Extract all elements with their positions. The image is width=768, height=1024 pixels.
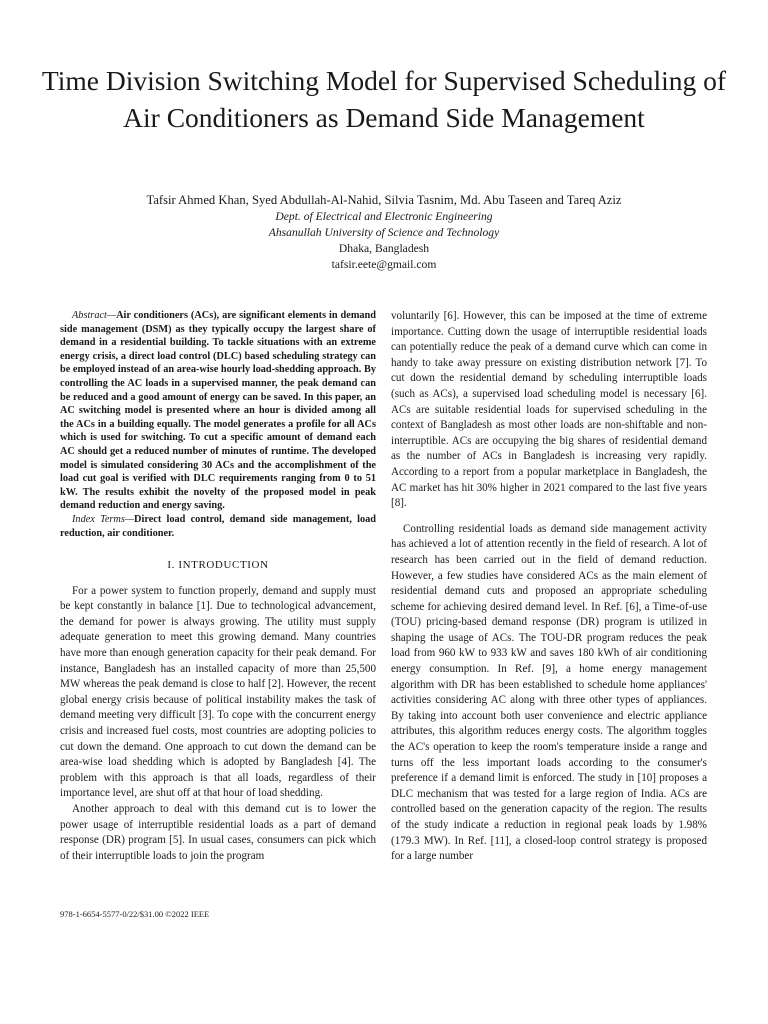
index-terms-label: Index Terms— — [72, 513, 135, 525]
intro-paragraph: For a power system to function properly, demand and supply must be kept constantly in balance [1]. Due to technological advancement, the demand for power is always growing. The utility must supply adequate generation to meet this growing demand. Many countries have more than enough generation capacity for their peak demand. For instance, Bangladesh has an installed capacity of more than 25,500 MW whereas the peak demand is close to half [2]. However, the recent global energy crisis because of political instability makes the task of demand meeting very difficult [3]. To cope with the concurrent energy crisis and increased fuel costs, most countries are adopting policies to cut down the demand. One approach to cut down the demand can be area-wise load shedding which is adopted by Bangladesh [4]. The problem with this approach is that all loads, regardless of their importance level, are shut off at that hour of load shedding. — [60, 584, 376, 800]
paper-title: Time Division Switching Model for Supervised Scheduling of Air Conditioners as Demand Side Management — [41, 65, 727, 133]
abstract-text: Air conditioners (ACs), are significant elements in demand side management (DSM) as they typically occupy the largest share of demand in a residential building. To tackle situations with an extreme energy crisis, a direct load control (DLC) based scheduling strategy can be employed instead of an area-wise hourly load-shedding approach. By controlling the AC loads in a supervised manner, the peak demand can be reduced and a good amount of energy can be saved. In this paper, an AC switching model is presented where an hour is divided among all the ACs in a building equally. The model generates a profile for all ACs which is used for switching. To cut a specific amount of demand each AC should get a reduced number of minutes of runtime. The developed model is simulated considering 30 ACs and the accomplishment of the load cut goal is verified with DLC requirements ranging from 0 to 51 kW. The results exhibit the novelty of the proposed model in peak demand reduction and energy saving. — [60, 310, 376, 512]
author-email: tafsir.eete@gmail.com — [331, 258, 437, 271]
left-column — [60, 309, 376, 864]
abstract — [60, 309, 376, 513]
section-heading-introduction: I. INTRODUCTION — [167, 559, 269, 572]
author-university: Ahsanullah University of Science and Technology — [268, 226, 500, 239]
intro-paragraph: Controlling residential loads as demand side management activity has achieved a lot of attention recently in the field of research. A lot of research has been carried out in the field of demand reduction. However, a few studies have considered ACs as the main element of residential demand cuts and proposed an appropriate scheduling scheme for achieving desired demand level. In Ref. [6], a Time-of-use (TOU) pricing-based demand response (DR) program is utilized in shaping the usage of ACs. The TOU-DR program reduces the peak load from 960 kW to 933 kW and saves 180 kWh of air conditioning energy consumption. In Ref. [9], a home energy management algorithm with DR has been established to schedule home appliances' activities considering AC along with three other types of appliances. By taking into account both user convenience and electric appliance attributes, this algorithm reduces energy costs. The algorithm toggles the AC's operation to keep the room's temperature inside a range and turns off the less important loads according to the consumer's preference if a demand limit is enforced. The study in [10] proposes a DLC mechanism that was tested for a large region of India. ACs are controlled based on the generation capacity of the region. The results of the study indicate a reduction in regional peak loads by 1.98% (179.3 MW). In Ref. [11], a closed-loop control strategy is proposed for a large number — [391, 522, 707, 863]
author-list: Tafsir Ahmed Khan, Syed Abdullah-Al-Nahid, Silvia Tasnim, Md. Abu Taseen and Tareq Aziz — [146, 193, 622, 207]
intro-paragraph: Another approach to deal with this demand cut is to lower the power usage of interruptible residential loads as a part of demand response (DR) program [5]. In usual cases, consumers can pick which of their interruptible loads to join the program — [60, 803, 376, 862]
abstract-label: Abstract— — [72, 310, 117, 321]
intro-paragraph: voluntarily [6]. However, this can be imposed at the time of extreme importance. Cutting down the usage of interruptible residential loads can potentially reduce the peak of a demand curve which can come in handy to take away pressure on existing distribution network [7]. To cut down the residential demand by scheduling interruptible loads (such as ACs), a supervised load scheduling model is necessary [6]. ACs are suitable residential loads for supervised scheduling in the context of Bangladesh as most other loads are non-shiftable and non-interruptible. ACs are occupying the big shares of residential demand as the number of ACs in Bangladesh is increasing very rapidly. According to a report from a popular marketplace in Bangladesh, the AC market has hit 30% higher in 2021 compared to the last five years [8]. — [391, 310, 707, 510]
index-terms-text: Direct load control, demand side management, load reduction, air conditioner. — [60, 513, 376, 539]
right-column — [391, 309, 707, 865]
author-city: Dhaka, Bangladesh — [338, 242, 430, 255]
author-department: Dept. of Electrical and Electronic Engineering — [275, 210, 493, 223]
index-terms — [60, 513, 376, 540]
copyright-footer: 978-1-6654-5577-0/22/$31.00 ©2022 IEEE — [60, 909, 210, 919]
